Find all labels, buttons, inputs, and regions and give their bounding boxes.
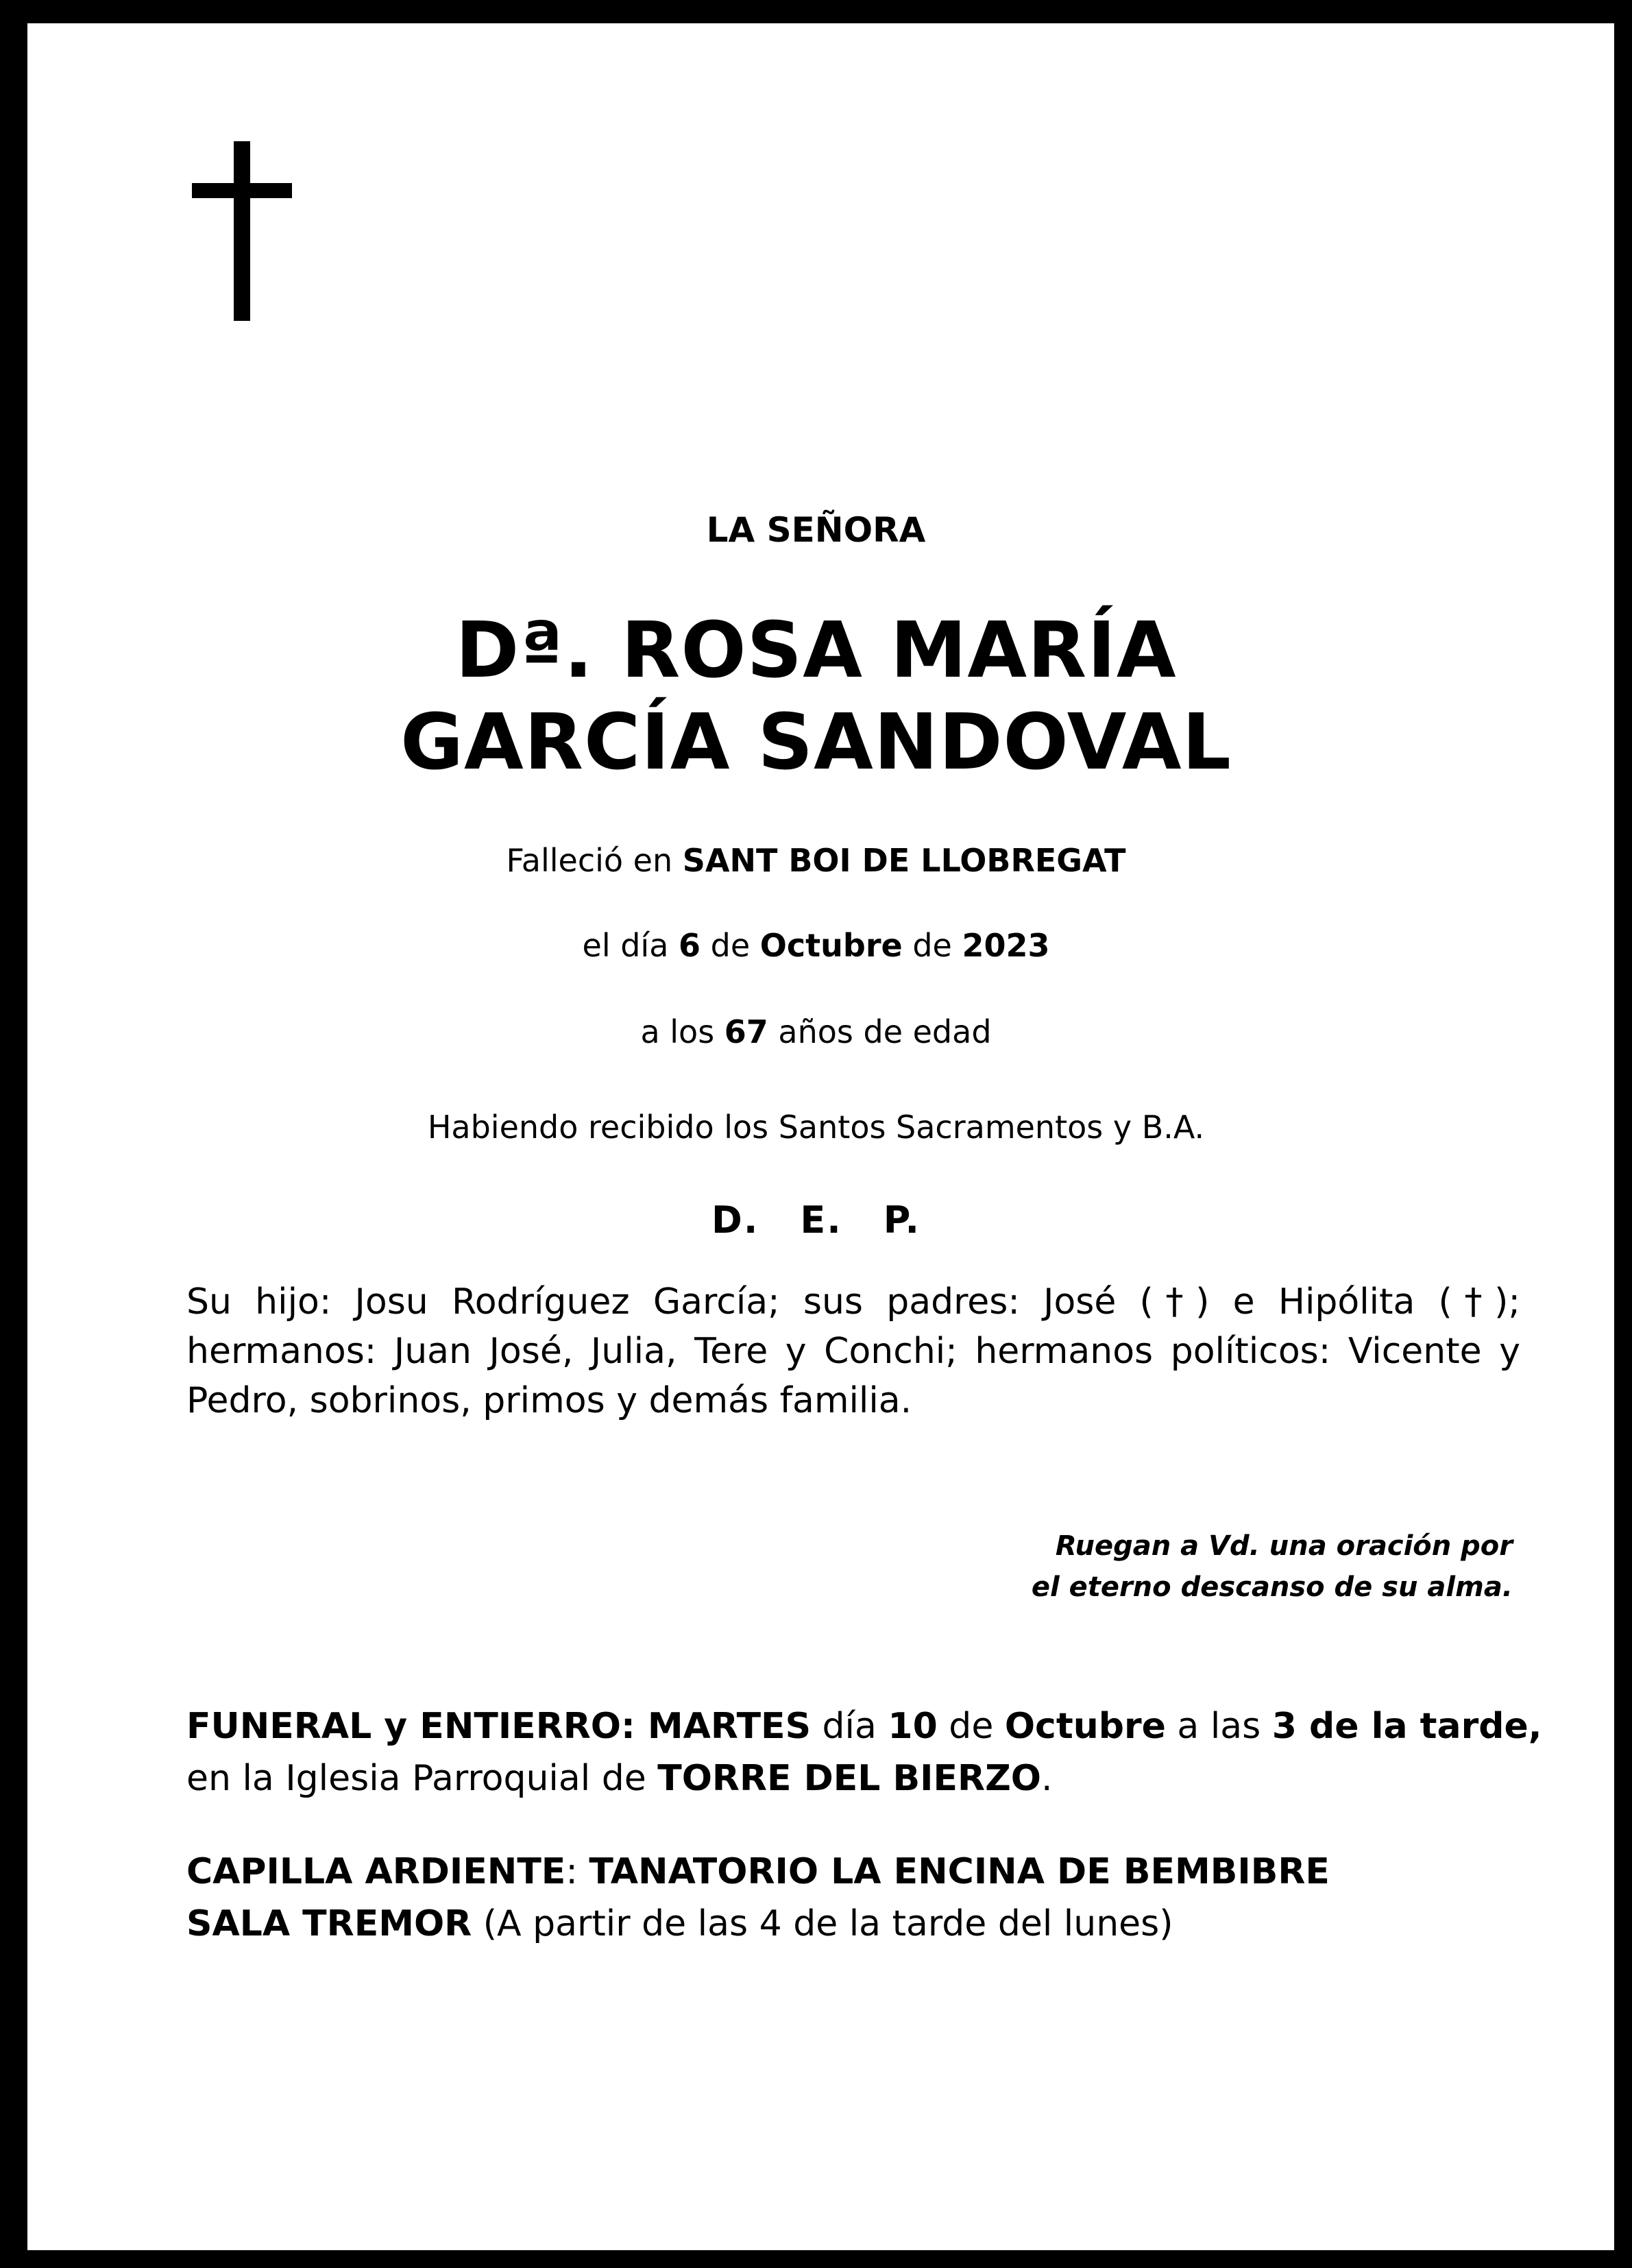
sacraments-line: Habiendo recibido los Santos Sacramentos y B.A. bbox=[427, 1109, 1205, 1146]
death-month: Octubre bbox=[759, 927, 903, 964]
death-year: 2023 bbox=[962, 927, 1050, 964]
death-day: 6 bbox=[679, 927, 701, 964]
age-value: 67 bbox=[724, 1013, 768, 1050]
death-place-line: Falleció en SANT BOI DE LLOBREGAT bbox=[506, 842, 1126, 879]
chapel-info: CAPILLA ARDIENTE: TANATORIO LA ENCINA DE BEMBIBRE SALA TREMOR (A partir de las 4 de la tarde del lunes) bbox=[186, 1851, 1330, 1944]
latin-cross-icon bbox=[192, 141, 292, 321]
prayer-request bbox=[896, 1525, 1513, 1608]
church-place: TORRE DEL BIERZO bbox=[657, 1758, 1041, 1799]
chapel-label: CAPILLA ARDIENTE bbox=[186, 1851, 566, 1892]
death-date-line: el día 6 de Octubre de 2023 bbox=[582, 927, 1050, 964]
chapel-room: SALA TREMOR bbox=[186, 1903, 472, 1944]
family-paragraph: Su hijo: Josu Rodríguez García; sus padres: José (†) e Hipólita (†); hermanos: Juan José, Julia, Tere y Conchi; hermanos políticos: Vicente y Pedro, sobrinos, primos y demás familia. bbox=[186, 1281, 1520, 1421]
funeral-label: FUNERAL y ENTIERRO: MARTES bbox=[186, 1706, 812, 1747]
prayer-line1: Ruegan a Vd. una oración por bbox=[1055, 1530, 1513, 1562]
age-line: a los 67 años de edad bbox=[640, 1013, 992, 1050]
dep-initials: D. E. P. bbox=[711, 1198, 921, 1242]
funeral-home: TANATORIO LA ENCINA DE BEMBIBRE bbox=[589, 1851, 1330, 1892]
intro-title: LA SEÑORA bbox=[706, 510, 926, 550]
deceased-name-line2: GARCÍA SANDOVAL bbox=[400, 698, 1232, 787]
deceased-name-line1: Dª. ROSA MARÍA bbox=[455, 606, 1177, 695]
funeral-info: FUNERAL y ENTIERRO: MARTES día 10 de Octubre a las 3 de la tarde, en la Iglesia Parroquial de TORRE DEL BIERZO. bbox=[186, 1706, 1542, 1799]
death-place: SANT BOI DE LLOBREGAT bbox=[682, 842, 1126, 879]
prayer-line2: el eterno descanso de su alma. bbox=[1031, 1571, 1513, 1603]
